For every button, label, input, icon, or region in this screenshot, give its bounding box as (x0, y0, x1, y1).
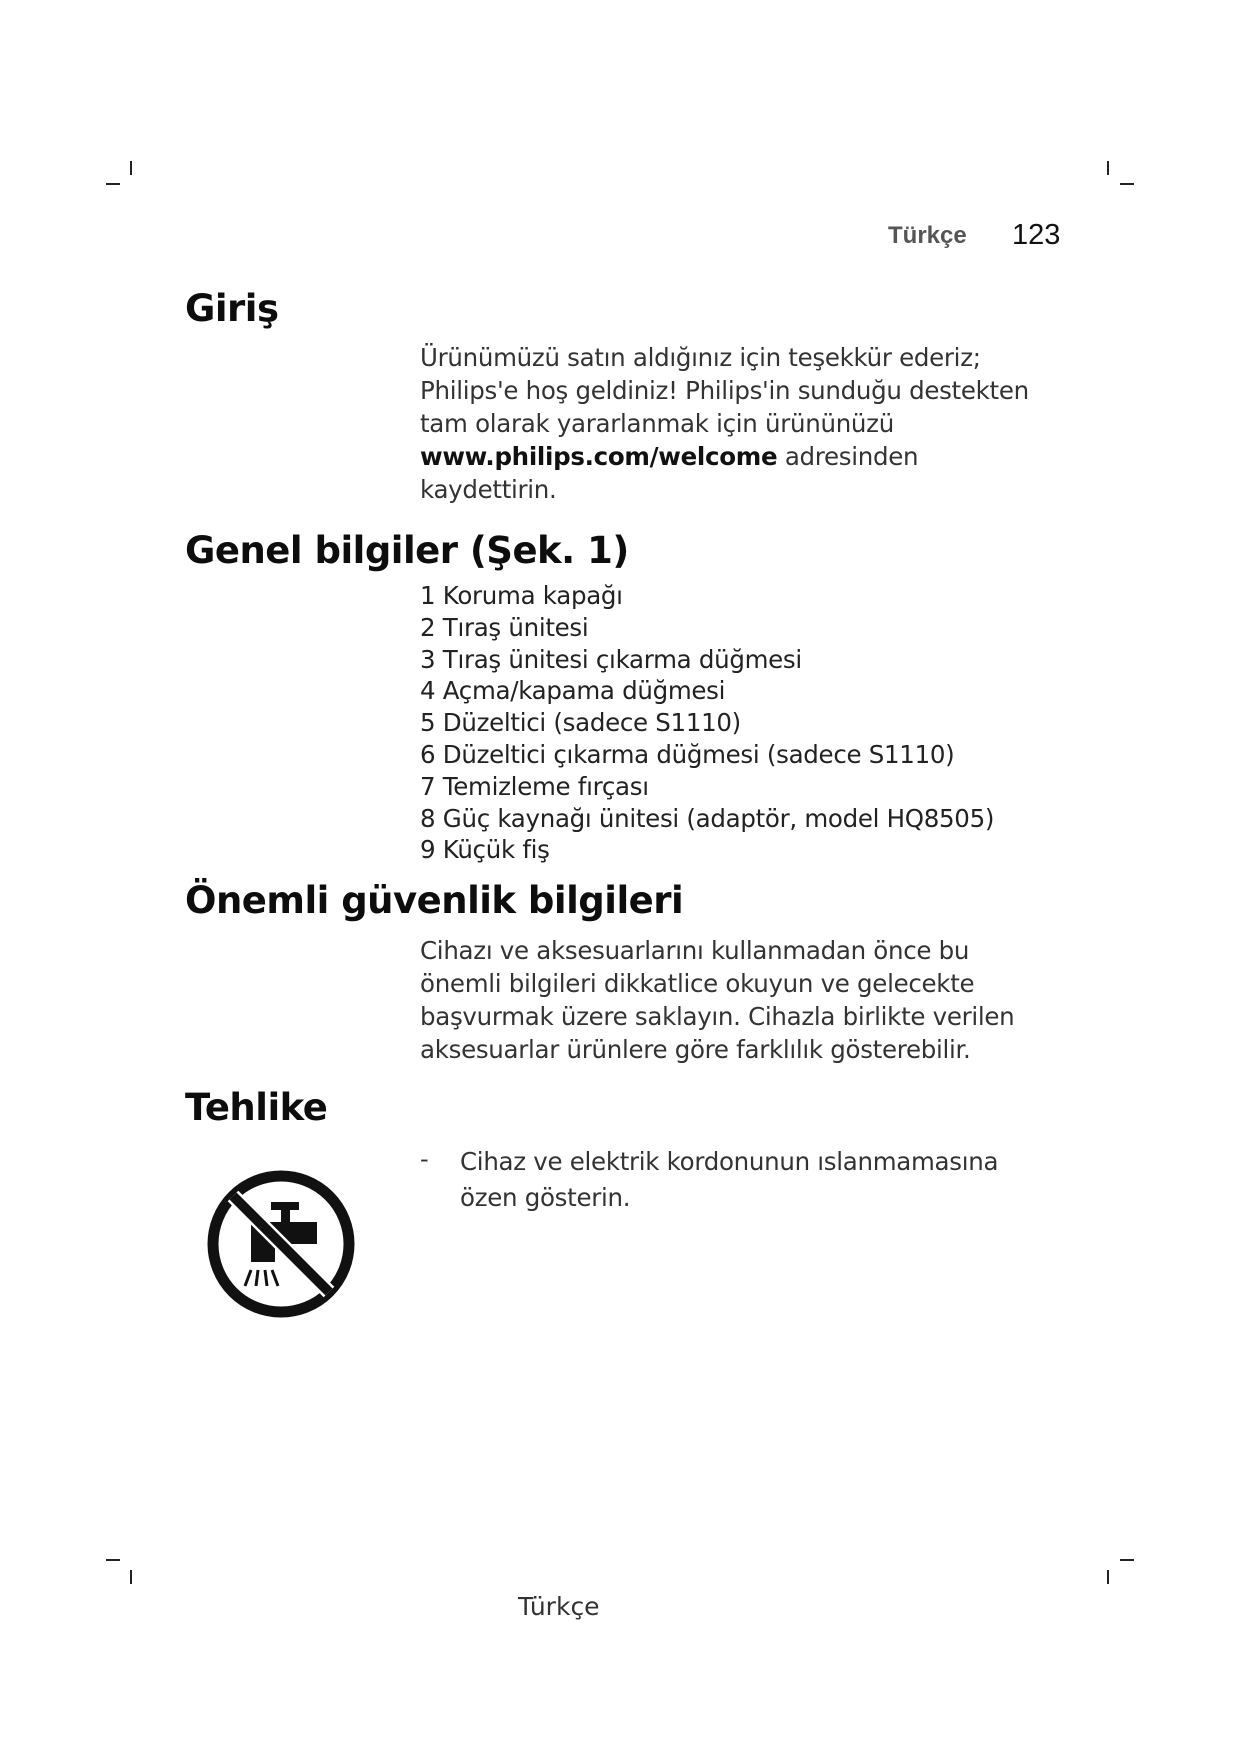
page-number: 123 (1012, 219, 1061, 251)
water-stream (265, 1270, 267, 1286)
safety-line: aksesuarlar ürünlere göre farklılık gösterebilir. (420, 1035, 971, 1064)
parts-list (420, 580, 994, 866)
parts-list-item: 8 Güç kaynağı ünitesi (adaptör, model HQ8505) (420, 803, 995, 833)
crop-mark-top-left-h (106, 183, 120, 185)
crop-mark-bottom-left-v (130, 1570, 132, 1584)
safety-heading: Önemli güvenlik bilgileri (185, 879, 684, 922)
danger-line: Cihaz ve elektrik kordonunun ıslanmamasına (460, 1147, 999, 1176)
crop-mark-bottom-left-h (106, 1559, 120, 1561)
parts-list-item: 7 Temizleme fırçası (420, 771, 649, 801)
water-stream (256, 1270, 258, 1286)
danger-line: özen gösterin. (460, 1183, 631, 1212)
crop-mark-top-right-v (1107, 161, 1109, 175)
safety-line: önemli bilgileri dikkatlice okuyun ve gelecekte (420, 969, 975, 998)
intro-line: tam olarak yararlanmak için ürününüzü (420, 409, 894, 438)
safety-line: Cihazı ve aksesuarlarını kullanmadan önce bu (420, 936, 970, 965)
footer-language: Türkçe (518, 1592, 600, 1621)
parts-list-item: 4 Açma/kapama düğmesi (420, 676, 726, 706)
parts-list-item: 9 Küçük fiş (420, 835, 550, 865)
danger-warning (460, 1144, 1060, 1216)
crop-mark-bottom-right-v (1107, 1570, 1109, 1584)
crop-mark-top-left-v (130, 161, 132, 175)
parts-list-item: 1 Koruma kapağı (420, 581, 623, 610)
water-stream (272, 1270, 278, 1286)
bullet-dash: - (420, 1145, 429, 1173)
danger-heading: Tehlike (185, 1086, 328, 1129)
intro-line: kaydettirin. (420, 475, 557, 504)
header-language: Türkçe (888, 222, 967, 249)
intro-line: Ürünümüzü satın aldığınız için teşekkür ederiz; (420, 343, 981, 372)
crop-mark-top-right-h (1120, 183, 1134, 185)
water-stream (245, 1270, 251, 1286)
intro-paragraph (420, 341, 1080, 506)
general-heading: Genel bilgiler (Şek. 1) (185, 529, 629, 572)
registration-url[interactable]: www.philips.com/welcome (420, 442, 778, 471)
intro-line (420, 440, 1080, 473)
intro-heading: Giriş (185, 287, 279, 330)
safety-paragraph (420, 934, 1080, 1066)
parts-list-item: 2 Tıraş ünitesi (420, 612, 589, 642)
intro-line: Philips'e hoş geldiniz! Philips'in sunduğu destekten (420, 376, 1029, 405)
intro-line-rest: adresinden (777, 442, 919, 471)
parts-list-item: 5 Düzeltici (sadece S1110) (420, 708, 741, 738)
parts-list-item: 6 Düzeltici çıkarma düğmesi (sadece S1110) (420, 739, 955, 769)
crop-mark-bottom-right-h (1120, 1559, 1134, 1561)
safety-line: başvurmak üzere saklayın. Cihazla birlikte verilen (420, 1002, 1015, 1031)
tap-stem (281, 1208, 290, 1222)
parts-list-item: 3 Tıraş ünitesi çıkarma düğmesi (420, 644, 802, 674)
no-water-icon (205, 1168, 357, 1320)
